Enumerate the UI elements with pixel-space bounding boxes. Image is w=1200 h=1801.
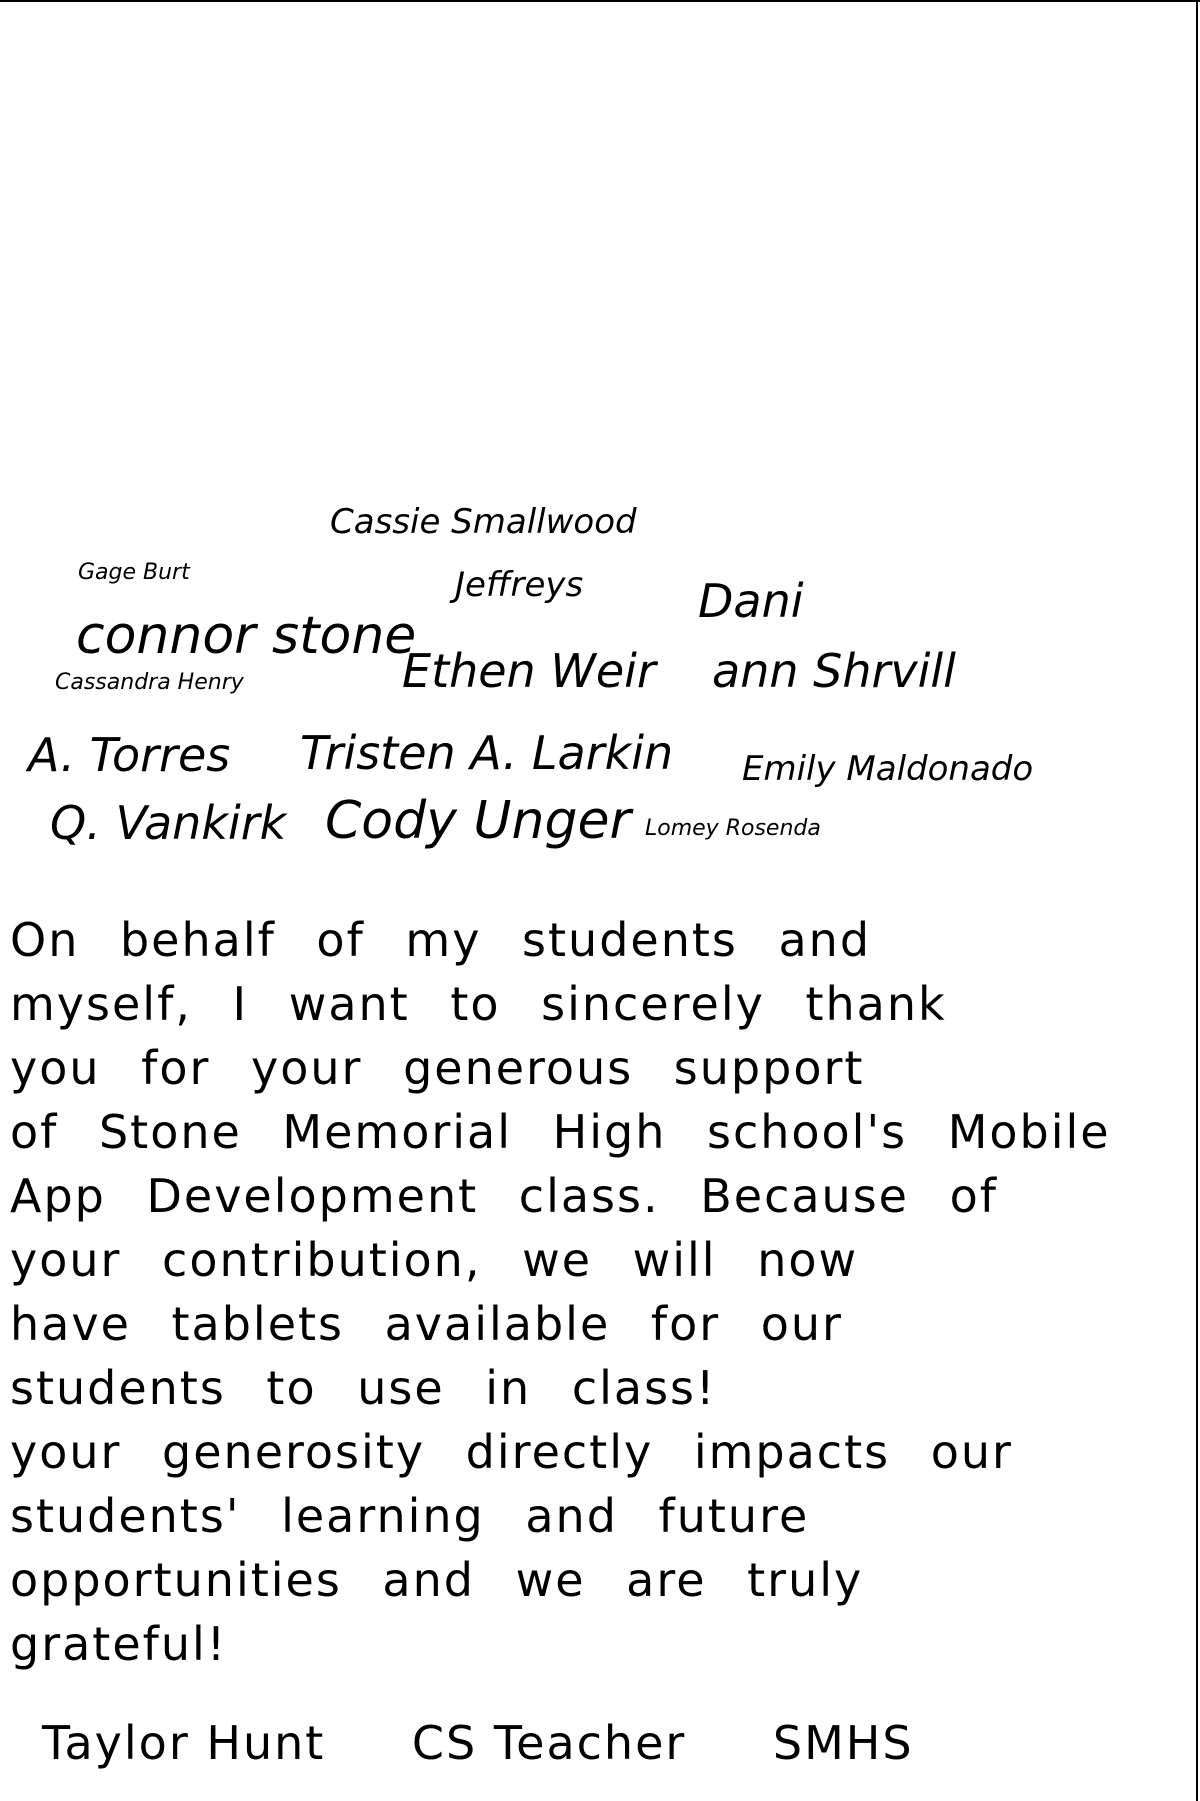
signature: Dani [698,574,804,628]
signer-role: CS Teacher [411,1716,687,1770]
signature: Tristen A. Larkin [300,726,674,780]
signature: Ethen Weir [402,644,656,698]
page-top-border [0,0,1200,2]
signature: A. Torres [28,728,231,782]
signature: Jeffreys [455,565,584,605]
signature: connor stone [76,606,417,666]
signer-school: SMHS [772,1716,914,1770]
letter-line: have tablets available for our [10,1297,843,1351]
letter-line: On behalf of my students and [10,913,872,967]
letter-line: students' learning and future [10,1489,810,1543]
letter-line: you for your generous support [10,1041,865,1095]
letter-line: opportunities and we are truly [10,1553,864,1607]
signature: Cody Unger [325,791,631,851]
signature: Emily Maldonado [742,749,1034,789]
signer-name: Taylor Hunt [42,1716,326,1770]
letter-line: grateful! [10,1617,228,1671]
closing-signature [42,1716,1182,1770]
letter-line: your contribution, we will now [10,1233,859,1287]
signature: ann Shrvill [712,644,956,698]
letter-line: your generosity directly impacts our [10,1425,1013,1479]
signature: Lomey Rosenda [645,816,821,841]
letter-body [10,908,1185,1676]
letter-line: students to use in class! [10,1361,717,1415]
page-right-border [1196,0,1198,1801]
letter-line: of Stone Memorial High school's Mobile [10,1105,1111,1159]
letter-line: myself, I want to sincerely thank [10,977,947,1031]
signature: Gage Burt [78,560,190,585]
signature: Cassandra Henry [55,670,244,695]
signature: Q. Vankirk [50,796,287,850]
signature: Cassie Smallwood [330,502,637,542]
letter-line: App Development class. Because of [10,1169,998,1223]
